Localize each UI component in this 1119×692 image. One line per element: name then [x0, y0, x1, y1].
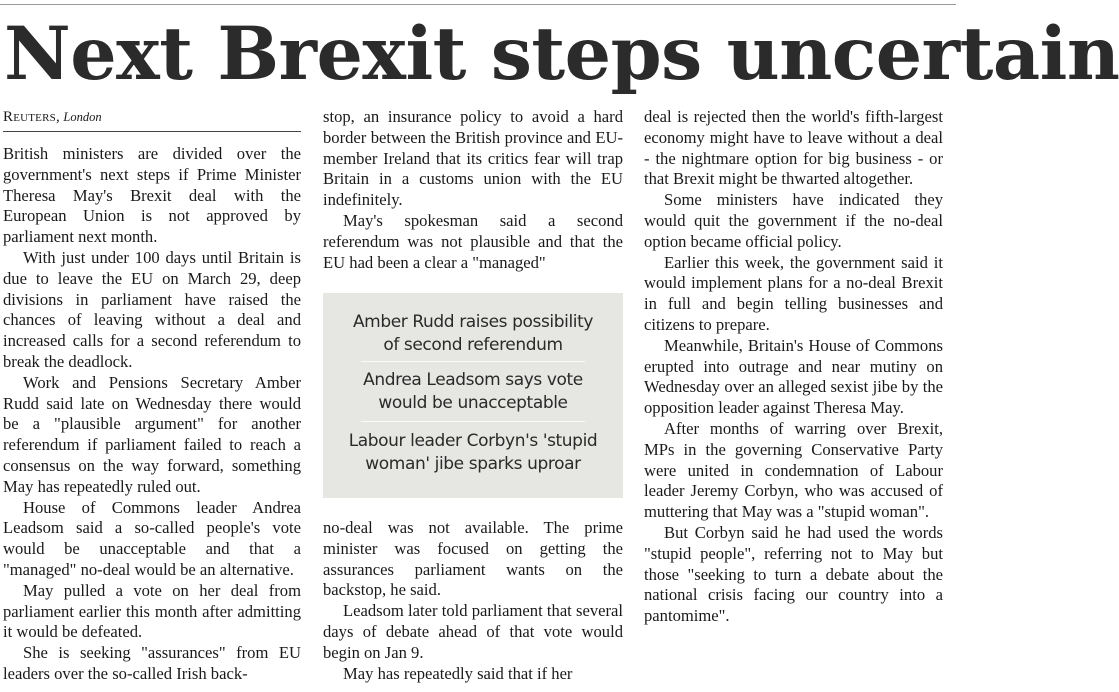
byline-dateline: London [63, 110, 102, 124]
byline-agency: Reuters, [3, 109, 60, 125]
paragraph: no-deal was not available. The prime minister was focused on getting the assurances parliament wants on the backstop, he said. [323, 518, 623, 600]
paragraph: With just under 100 days until Britain is due to leave the EU on March 29, deep divisions in parliament have raised the chances of leaving without a deal and increased calls for a second referendum to break the deadlock. [3, 247, 301, 371]
paragraph: stop, an insurance policy to avoid a hard border between the British province and EU-member Ireland that its critics fear will trap Britain in a customs union with the EU indefinitely. [323, 107, 623, 210]
paragraph: But Corbyn said he had used the words "stupid people", referring not to May but those "seeking to turn a debate about the national crisis facing our country into a pantomime". [644, 522, 943, 626]
paragraph: Leadsom later told parliament that several days of debate ahead of that vote would begin on Jan 9. [323, 601, 623, 662]
paragraph: Meanwhile, Britain's House of Commons erupted into outrage and near mutiny on Wednesday over an alleged sexist jibe by the opposition leader against Theresa May. [644, 335, 943, 418]
paragraph: Some ministers have indicated they would quit the government if the no-deal option became official policy. [644, 190, 943, 251]
paragraph: Work and Pensions Secretary Amber Rudd said late on Wednesday there would be a "plausible argument" for another referendum if parliament failed to reach a consensus on the way forward, something May has repeatedly ruled out. [3, 372, 301, 496]
byline [3, 107, 301, 132]
paragraph: House of Commons leader Andrea Leadsom said a so-called people's vote would be unacceptable and that a "managed" no-deal would be an alternative. [3, 497, 301, 579]
highlight-divider [361, 361, 585, 362]
paragraph: Earlier this week, the government said it would implement plans for a no-deal Brexit in full and begin telling businesses and citizens to prepare. [644, 252, 943, 334]
article-column-2-top [323, 107, 623, 273]
article-column-2-bottom [323, 518, 623, 684]
paragraph: After months of warring over Brexit, MPs in the governing Conservative Party were united in condemnation of Labour leader Jeremy Corbyn, who was accused of muttering that May was a "stupid woman". [644, 418, 943, 522]
top-rule [0, 4, 956, 5]
paragraph: May pulled a vote on her deal from parliament earlier this month after admitting it would be defeated. [3, 580, 301, 642]
paragraph: She is seeking "assurances" from EU leaders over the so-called Irish back- [3, 643, 301, 683]
paragraph: British ministers are divided over the government's next steps if Prime Minister Theresa May's Brexit deal with the European Union is not approved by parliament next month. [3, 144, 301, 247]
article-column-1 [3, 107, 301, 685]
headline: Next Brexit steps uncertain [4, 11, 1119, 97]
highlight-item: Labour leader Corbyn's 'stupid woman' jibe sparks uproar [348, 431, 598, 474]
article-column-3 [644, 107, 943, 627]
highlights-box [323, 293, 623, 498]
highlight-item: Amber Rudd raises possibility of second referendum [352, 312, 594, 355]
highlight-divider [361, 421, 585, 422]
paragraph: deal is rejected then the world's fifth-largest economy might have to leave without a deal - the nightmare option for big business - or that Brexit might be thwarted altogether. [644, 107, 943, 189]
paragraph: May's spokesman said a second referendum was not plausible and that the EU had been a clear a "managed" [323, 210, 623, 272]
paragraph: May has repeatedly said that if her [343, 663, 573, 683]
highlight-item: Andrea Leadsom says vote would be unacceptable [363, 370, 583, 413]
